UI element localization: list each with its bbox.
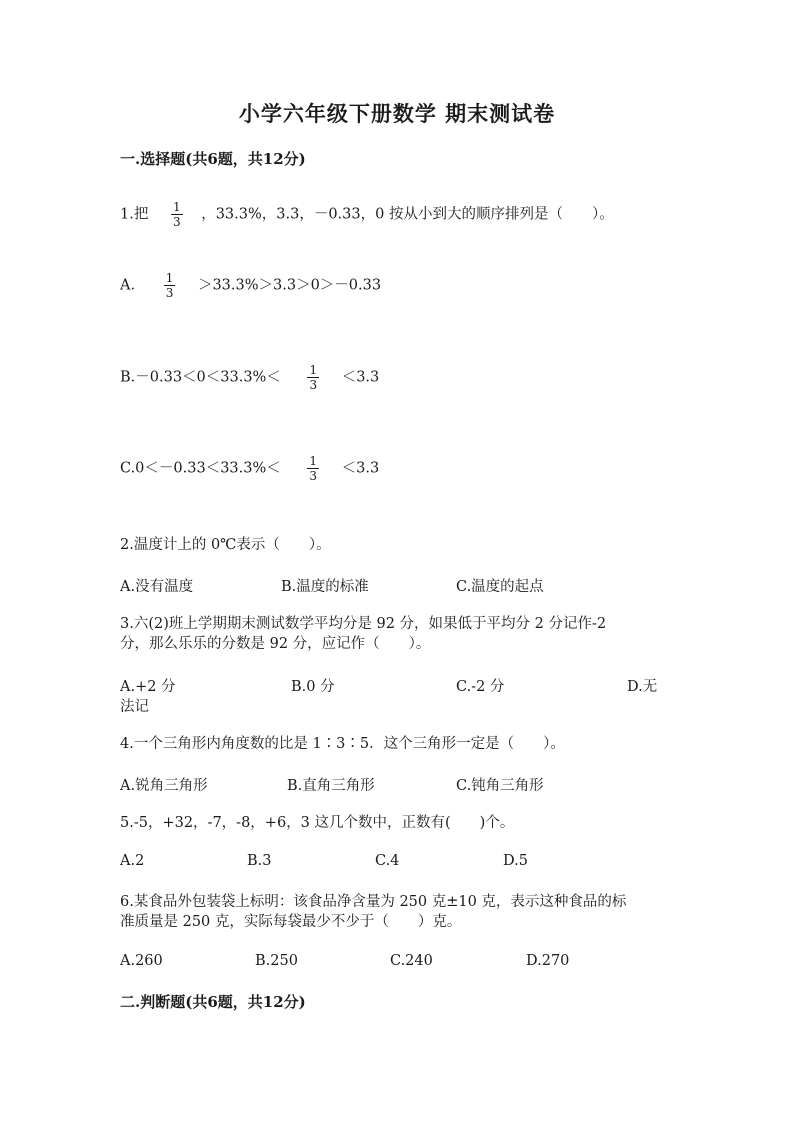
q2-option-c: C.温度的起点 [456,579,544,595]
q4-option-c: C.钝角三角形 [456,778,544,794]
section-heading-choice: 一.选择题(共6题，共12分) [120,150,306,168]
q5-option-c: C.4 [375,853,400,869]
q1-option-c [120,454,379,483]
q1-option-c-frac-den: 3 [309,469,318,483]
q6-option-c: C.240 [390,953,433,969]
question-5: 5.-5，+32，-7，-8，+6，3 这几个数中，正数有( )个。 [120,815,515,831]
page-title: 小学六年级下册数学 期末测试卷 [238,101,556,126]
q4-option-b: B.直角三角形 [287,778,375,794]
q1-suffix: ，33.3%，3.3，－0.33，0 按从小到大的顺序排列是（ ）。 [201,206,614,223]
q1-option-c-fraction [307,454,319,483]
q1-option-b-pre: B.－0.33＜0＜33.3%＜ [120,369,281,386]
q1-prefix: 1.把 [120,206,149,223]
q1-frac-num: 1 [172,200,181,214]
q1-option-b-post: ＜3.3 [341,369,380,386]
question-6-line-1: 6.某食品外包装袋上标明：该食品净含量为 250 克±10 克，表示这种食品的标 [120,894,627,910]
question-4: 4.一个三角形内角度数的比是 1∶3∶5．这个三角形一定是（ ）。 [120,736,565,752]
q5-option-b: B.3 [247,853,272,869]
section-heading-judgment: 二.判断题(共6题，共12分) [120,993,306,1011]
q2-option-b: B.温度的标准 [281,579,369,595]
q1-option-a-frac-den: 3 [165,286,174,300]
q1-option-a-frac-num: 1 [165,271,174,285]
q3-option-d: D.无 [627,679,658,695]
q1-option-c-post: ＜3.3 [341,460,380,477]
q1-option-b-frac-den: 3 [309,378,318,392]
q1-option-a-label: A. [120,277,136,294]
question-2: 2.温度计上的 0℃表示（ ）。 [120,537,331,553]
q1-fraction [171,200,183,229]
q1-option-a-fraction [164,271,176,300]
q1-frac-den: 3 [172,215,181,229]
question-6-line-2: 准质量是 250 克，实际每袋最少不少于（ ）克。 [120,914,462,930]
q5-option-d: D.5 [503,853,528,869]
q1-option-b-fraction [307,363,319,392]
q2-option-a: A.没有温度 [120,579,194,595]
q4-option-a: A.锐角三角形 [120,778,208,794]
question-3-line-1: 3.六(2)班上学期期末测试数学平均分是 92 分，如果低于平均分 2 分记作-2 [120,616,607,632]
q1-option-c-pre: C.0＜－0.33＜33.3%＜ [120,460,281,477]
question-1 [120,200,614,229]
q6-option-a: A.260 [120,953,163,969]
q6-option-b: B.250 [255,953,298,969]
q1-option-a [120,271,381,300]
q1-option-b [120,363,379,392]
q3-option-c: C.-2 分 [456,679,505,695]
q1-option-a-rest: ＞33.3%＞3.3＞0＞－0.33 [197,277,382,294]
q5-option-a: A.2 [120,853,145,869]
q1-option-c-frac-num: 1 [309,454,318,468]
question-3-line-2: 分，那么乐乐的分数是 92 分，应记作（ ）。 [120,636,431,652]
q3-option-d-continued: 法记 [120,699,149,715]
q6-option-d: D.270 [526,953,570,969]
q3-option-b: B.0 分 [291,679,335,695]
q3-option-a: A.+2 分 [120,679,176,695]
q1-option-b-frac-num: 1 [309,363,318,377]
